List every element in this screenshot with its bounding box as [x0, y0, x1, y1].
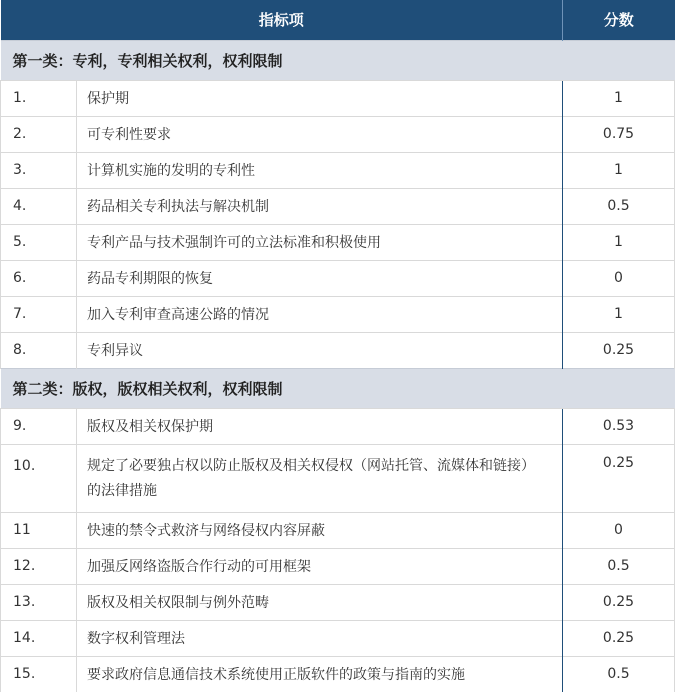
- table-row: [1, 260, 675, 296]
- row-score: 0: [563, 512, 675, 548]
- row-item: 加强反网络盗版合作行动的可用框架: [77, 548, 563, 584]
- row-number: 1.: [1, 80, 77, 116]
- table-row: [1, 548, 675, 584]
- row-item: 加入专利审查高速公路的情况: [77, 296, 563, 332]
- row-score: 0.25: [563, 620, 675, 656]
- row-score: 0.5: [563, 548, 675, 584]
- row-number: 14.: [1, 620, 77, 656]
- row-number: 9.: [1, 408, 77, 444]
- score-column-header: 分数: [603, 11, 634, 30]
- table-row: [1, 296, 675, 332]
- row-item: 药品相关专利执法与解决机制: [77, 188, 563, 224]
- row-score: 0.25: [563, 332, 675, 368]
- row-score: 0.5: [563, 188, 675, 224]
- row-number: 11: [1, 512, 77, 548]
- row-score: 1: [563, 80, 675, 116]
- row-item: 药品专利期限的恢复: [77, 260, 563, 296]
- row-number: 12.: [1, 548, 77, 584]
- row-score: 0.25: [563, 444, 675, 512]
- table-row: [1, 444, 675, 512]
- row-item: 规定了必要独占权以防止版权及相关权侵权（网站托管、流媒体和链接）的法律措施: [77, 444, 563, 512]
- row-item: 快速的禁令式救济与网络侵权内容屏蔽: [77, 512, 563, 548]
- row-item: 计算机实施的发明的专利性: [77, 152, 563, 188]
- row-item: 要求政府信息通信技术系统使用正版软件的政策与指南的实施: [77, 656, 563, 692]
- row-number: 2.: [1, 116, 77, 152]
- category-heading-copyright: 第二类：版权，版权相关权利，权利限制: [1, 368, 675, 408]
- row-number: 6.: [1, 260, 77, 296]
- table-header: [1, 0, 675, 40]
- row-score: 0.5: [563, 656, 675, 692]
- row-number: 13.: [1, 584, 77, 620]
- table-row: [1, 116, 675, 152]
- row-score: 0.75: [563, 116, 675, 152]
- table-row: [1, 512, 675, 548]
- row-item: 数字权利管理法: [77, 620, 563, 656]
- category-heading-patent: 第一类：专利，专利相关权利，权利限制: [1, 40, 675, 80]
- row-item: 版权及相关权保护期: [77, 408, 563, 444]
- row-score: 1: [563, 296, 675, 332]
- table-row: [1, 224, 675, 260]
- item-column-header: 指标项: [1, 0, 563, 40]
- table-row: [1, 620, 675, 656]
- row-number: 10.: [1, 444, 77, 512]
- table-row: [1, 408, 675, 444]
- row-score: 1: [563, 224, 675, 260]
- row-score: 1: [563, 152, 675, 188]
- row-score: 0: [563, 260, 675, 296]
- row-item: 保护期: [77, 80, 563, 116]
- row-number: 5.: [1, 224, 77, 260]
- row-score: 0.53: [563, 408, 675, 444]
- row-number: 8.: [1, 332, 77, 368]
- table-row: [1, 584, 675, 620]
- table-row: [1, 188, 675, 224]
- row-number: 7.: [1, 296, 77, 332]
- row-number: 4.: [1, 188, 77, 224]
- row-item: 版权及相关权限制与例外范畴: [77, 584, 563, 620]
- table-row: [1, 80, 675, 116]
- row-item: 专利异议: [77, 332, 563, 368]
- row-item: 专利产品与技术强制许可的立法标准和积极使用: [77, 224, 563, 260]
- row-number: 15.: [1, 656, 77, 692]
- table-row: [1, 332, 675, 368]
- row-item: 可专利性要求: [77, 116, 563, 152]
- table-row: [1, 656, 675, 692]
- table-row: [1, 152, 675, 188]
- row-number: 3.: [1, 152, 77, 188]
- row-score: 0.25: [563, 584, 675, 620]
